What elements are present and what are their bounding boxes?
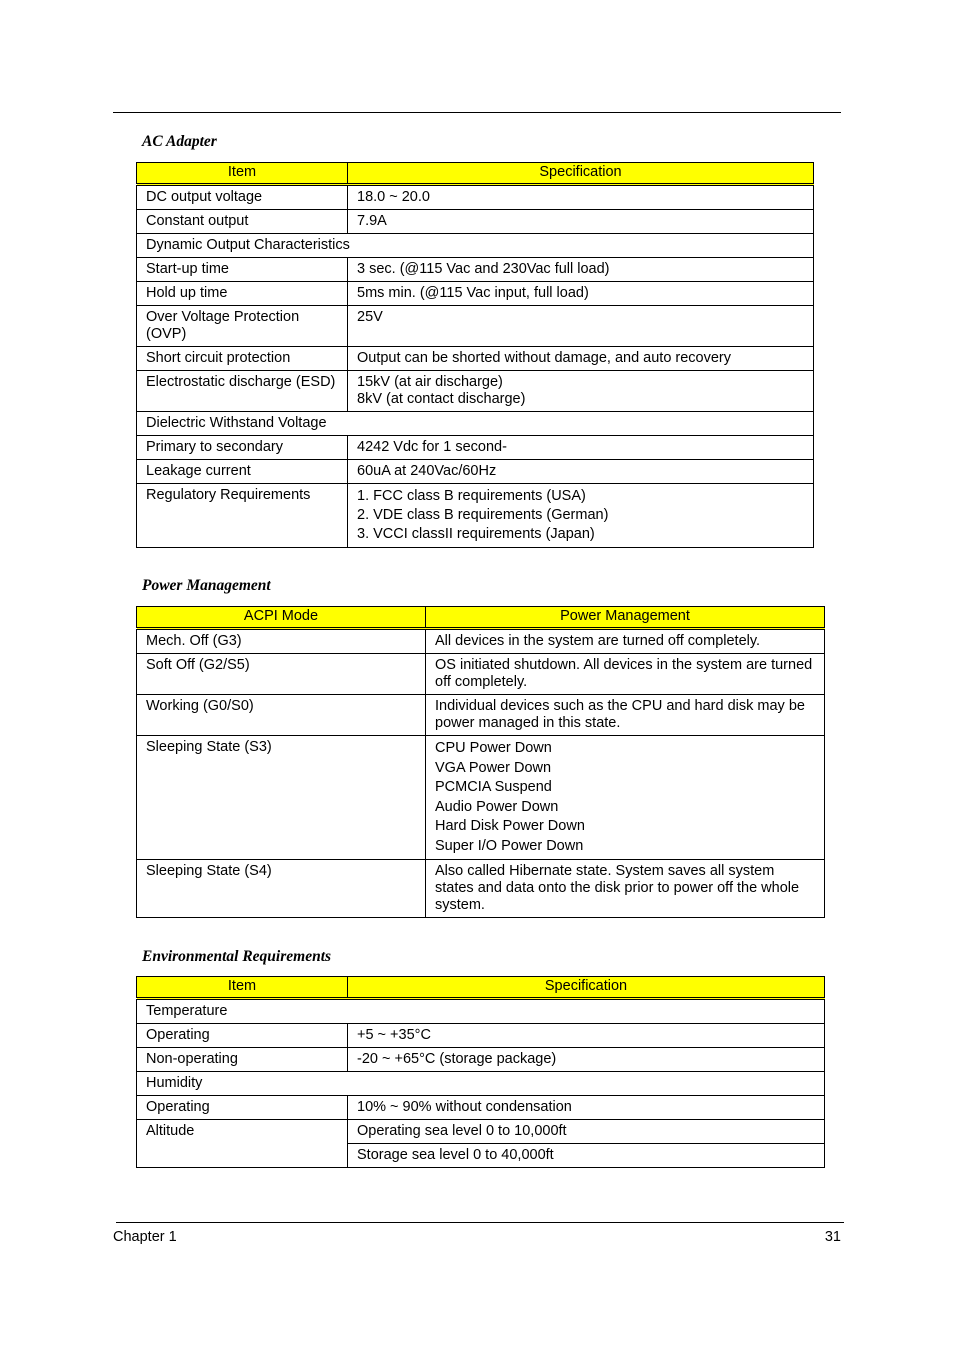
specification-line: PCMCIA Suspend [435,779,552,795]
specification-line: 18.0 ~ 20.0 [357,189,430,205]
item-cell: Short circuit protection [137,347,348,371]
table-row [137,460,814,484]
column-header-specification: Specification [348,977,825,999]
table-row [137,371,814,412]
column-header-acpi-mode: ACPI Mode [137,607,426,629]
section-label: Dynamic Output Characteristics [137,234,814,258]
power-management-table [136,606,825,918]
specification-line: CPU Power Down [435,740,552,756]
specification-line: 10% ~ 90% without condensation [357,1099,572,1115]
item-cell: Sleeping State (S4) [137,860,426,918]
footer-rule [116,1222,844,1223]
specification-line: +5 ~ +35°C [357,1027,431,1043]
item-cell: Mech. Off (G3) [137,629,426,654]
specification-cell [426,736,825,860]
specification-cell [348,371,814,412]
column-header-specification: Specification [348,163,814,185]
table-row [137,736,825,860]
item-cell: Non-operating [137,1048,348,1072]
table-row [137,1120,825,1144]
item-cell: Constant output [137,210,348,234]
footer-chapter: Chapter 1 [113,1229,177,1245]
specification-cell [348,282,814,306]
specification-line: 60uA at 240Vac/60Hz [357,463,497,479]
item-cell: Regulatory Requirements [137,484,348,548]
footer-page-number: 31 [824,1229,841,1245]
specification-cell [348,210,814,234]
column-header-power-management: Power Management [426,607,825,629]
specification-cell [426,860,825,918]
table-row [137,629,825,654]
specification-cell [426,695,825,736]
item-cell: Leakage current [137,460,348,484]
specification-cell [348,306,814,347]
power-management-body [137,629,825,918]
table-row [137,282,814,306]
section-label: Temperature [137,999,825,1024]
item-cell: Sleeping State (S3) [137,736,426,860]
table-section-row [137,412,814,436]
environmental-body [137,999,825,1168]
table-row [137,436,814,460]
column-header-item: Item [137,977,348,999]
specification-line: OS initiated shutdown. All devices in the system are turned off completely. [435,657,813,690]
specification-line: Operating sea level 0 to 10,000ft [357,1123,567,1139]
table-row [137,1024,825,1048]
table-row [137,654,825,695]
specification-line: 25V [357,309,383,325]
item-cell: Electrostatic discharge (ESD) [137,371,348,412]
specification-line: 5ms min. (@115 Vac input, full load) [357,285,589,301]
table-row [137,695,825,736]
table-section-row [137,1072,825,1096]
specification-line: Storage sea level 0 to 40,000ft [357,1147,554,1163]
ac-adapter-body [137,185,814,548]
table-row [137,347,814,371]
ac-adapter-title: AC Adapter [142,133,217,150]
specification-line: 3 sec. (@115 Vac and 230Vac full load) [357,261,610,277]
specification-line: 15kV (at air discharge) [357,374,503,390]
specification-line: Hard Disk Power Down [435,818,585,834]
specification-line: Individual devices such as the CPU and hard disk may be power managed in this state. [435,698,805,731]
power-management-title: Power Management [142,577,271,594]
specification-cell [426,629,825,654]
item-cell: Working (G0/S0) [137,695,426,736]
item-cell: Operating [137,1024,348,1048]
specification-line: 4242 Vdc for 1 second- [357,439,507,455]
item-cell: Over Voltage Protection (OVP) [137,306,348,347]
specification-line: Output can be shorted without damage, and auto recovery [357,350,732,366]
item-cell: Altitude [137,1120,348,1168]
table-row [137,210,814,234]
specification-line: 1. FCC class B requirements (USA) [357,488,586,504]
specification-cell [348,436,814,460]
specification-cell [348,347,814,371]
item-cell: Operating [137,1096,348,1120]
section-label: Dielectric Withstand Voltage [137,412,814,436]
table-row [137,185,814,210]
specification-cell [348,185,814,210]
specification-line: 3. VCCI classII requirements (Japan) [357,526,595,542]
specification-line: All devices in the system are turned off completely. [435,633,761,649]
specification-cell [348,1096,825,1120]
specification-line: Super I/O Power Down [435,837,584,854]
top-rule [113,112,841,113]
specification-cell [348,1024,825,1048]
specification-line: -20 ~ +65°C (storage package) [357,1051,557,1067]
specification-line: 2. VDE class B requirements (German) [357,507,609,523]
ac-adapter-table [136,162,814,548]
specification-line: 8kV (at contact discharge) [357,391,526,407]
specification-cell [426,654,825,695]
table-row [137,1096,825,1120]
table-row [137,258,814,282]
table-row [137,484,814,548]
table-section-row [137,234,814,258]
specification-cell [348,484,814,548]
item-cell: Soft Off (G2/S5) [137,654,426,695]
specification-line: Also called Hibernate state. System saves all system states and data onto the disk prior to power off the whole system. [435,863,800,913]
table-section-row [137,999,825,1024]
specification-line: 7.9A [357,213,387,229]
environmental-requirements-title: Environmental Requirements [142,948,332,965]
specification-line: VGA Power Down [435,759,552,776]
specification-cell [348,1048,825,1072]
table-row [137,1048,825,1072]
column-header-item: Item [137,163,348,185]
section-label: Humidity [137,1072,825,1096]
specification-cell [348,258,814,282]
specification-line: Audio Power Down [435,798,559,815]
specification-cell [348,1120,825,1144]
table-row [137,860,825,918]
environmental-table [136,976,825,1168]
item-cell: DC output voltage [137,185,348,210]
specification-cell [348,460,814,484]
item-cell: Primary to secondary [137,436,348,460]
item-cell: Start-up time [137,258,348,282]
table-row [137,306,814,347]
item-cell: Hold up time [137,282,348,306]
specification-cell [348,1144,825,1168]
